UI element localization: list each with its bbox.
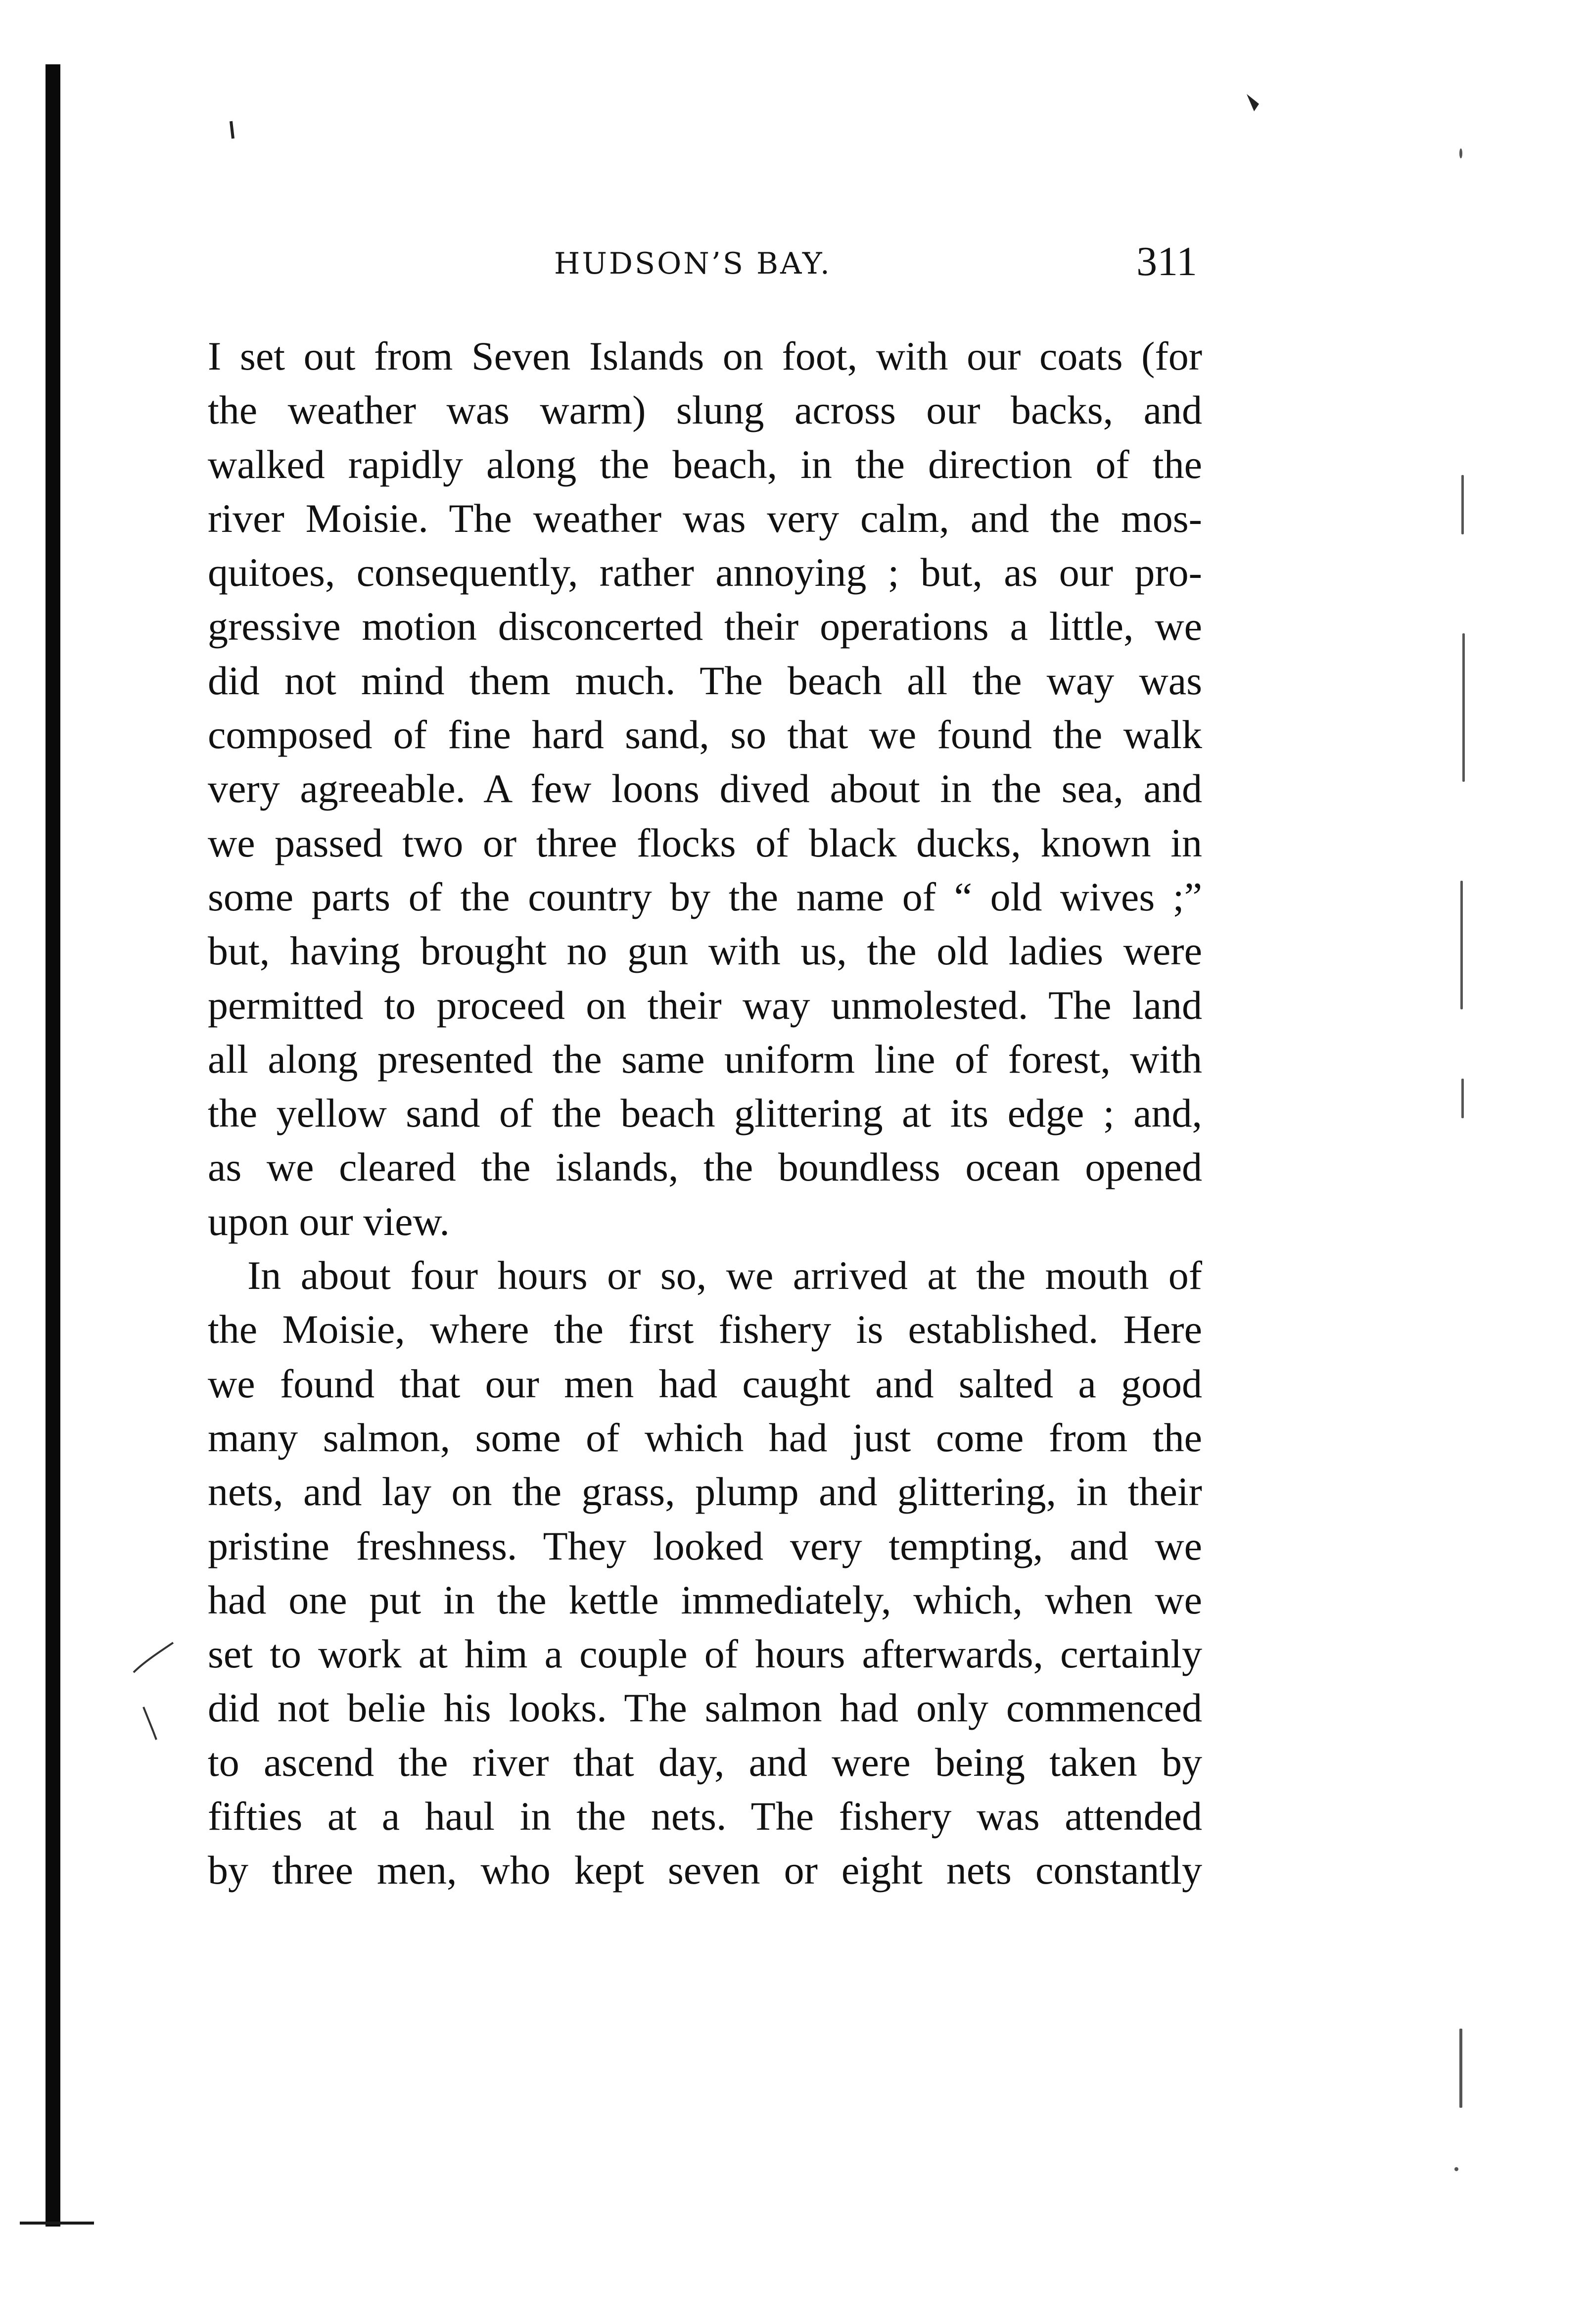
text-line: but, having brought no gun with us, the old ladies were xyxy=(208,928,1202,974)
text-line: the weather was warm) slung across our backs, and xyxy=(208,387,1202,433)
page-number: 311 xyxy=(1136,238,1197,285)
text-line: as we cleared the islands, the boundless ocean opened xyxy=(208,1144,1202,1190)
text-line: we passed two or three flocks of black ducks, known in xyxy=(208,820,1202,865)
page-header xyxy=(208,233,1202,292)
binding-foot-mark xyxy=(20,2222,94,2225)
top-scan-speck xyxy=(225,119,240,148)
text-line: many salmon, some of which had just come from the xyxy=(208,1415,1202,1460)
text-line: quitoes, consequently, rather annoying ; but, as our pro- xyxy=(208,550,1202,595)
text-line: set to work at him a couple of hours afterwards, certainly xyxy=(208,1631,1202,1677)
text-line: In about four hours or so, we arrived at the mouth of xyxy=(247,1253,1202,1298)
text-line: upon our view. xyxy=(208,1198,450,1244)
body-text xyxy=(208,329,1202,1897)
text-line: the yellow sand of the beach glittering at its edge ; and, xyxy=(208,1091,1202,1136)
text-line: pristine freshness. They looked very tempting, and we xyxy=(208,1523,1202,1568)
text-line: to ascend the river that day, and were being taken by xyxy=(208,1739,1202,1785)
text-line: fifties at a haul in the nets. The fishery was attended xyxy=(208,1794,1202,1839)
text-line: we found that our men had caught and salted a good xyxy=(208,1361,1202,1406)
binding-shadow-line xyxy=(46,64,60,2227)
text-line: all along presented the same uniform line of forest, with xyxy=(208,1036,1202,1082)
top-right-scan-speck xyxy=(1237,84,1276,119)
text-line: composed of fine hard sand, so that we found the walk xyxy=(208,712,1202,758)
text-line: walked rapidly along the beach, in the direction of the xyxy=(208,441,1202,487)
paragraph-1 xyxy=(208,329,1202,1248)
text-line: the Moisie, where the first fishery is established. Here xyxy=(208,1307,1202,1352)
text-line: very agreeable. A few loons dived about in the sea, and xyxy=(208,766,1202,811)
text-line: had one put in the kettle immediately, which, when we xyxy=(208,1577,1202,1622)
text-line: by three men, who kept seven or eight nets constantly xyxy=(208,1848,1202,1893)
text-line: nets, and lay on the grass, plump and glittering, in their xyxy=(208,1469,1202,1515)
text-line: permitted to proceed on their way unmolested. The land xyxy=(208,982,1202,1028)
text-line: river Moisie. The weather was very calm, and the mos- xyxy=(208,495,1202,541)
running-head: HUDSON’S BAY. xyxy=(554,246,832,281)
text-line: some parts of the country by the name of “ old wives ;” xyxy=(208,874,1202,919)
text-line: did not belie his looks. The salmon had only commenced xyxy=(208,1685,1202,1731)
margin-pencil-mark xyxy=(124,1633,183,1781)
text-line: gressive motion disconcerted their operations a little, we xyxy=(208,604,1202,649)
text-line: I set out from Seven Islands on foot, with our coats (for xyxy=(208,333,1202,379)
paragraph-2 xyxy=(208,1248,1202,1897)
right-edge-specks xyxy=(1449,139,1479,2217)
text-line: did not mind them much. The beach all the way was xyxy=(208,658,1202,703)
